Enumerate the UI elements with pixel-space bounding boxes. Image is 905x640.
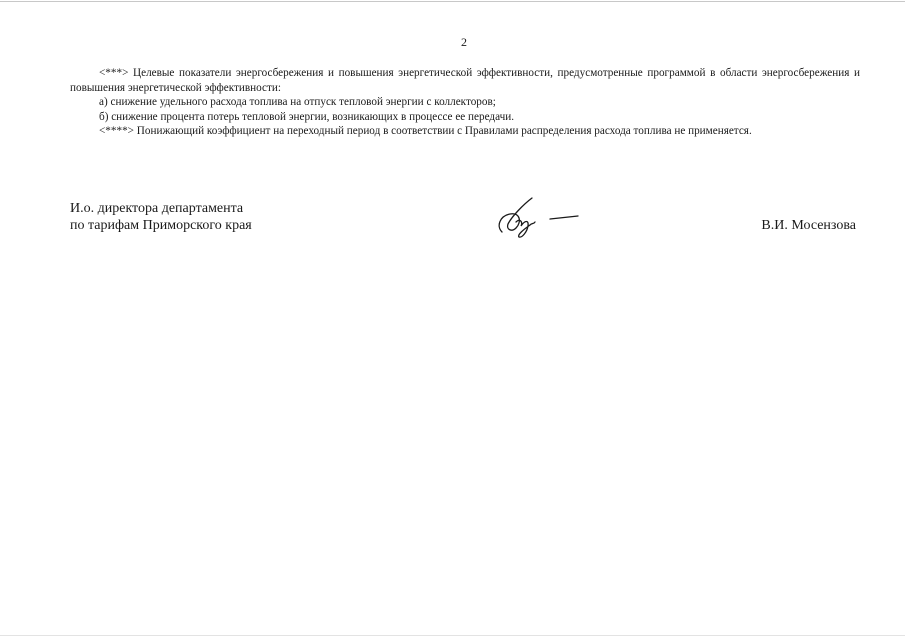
footnote-item-b: б) снижение процента потерь тепловой энергии, возникающих в процессе ее передачи.: [99, 110, 515, 123]
signatory-name: В.И. Мосензова: [761, 218, 856, 233]
page-number: 2: [461, 35, 467, 49]
scan-top-edge: [0, 1, 905, 2]
footnote-coefficient: <****> Понижающий коэффициент на переходный период в соответствии с Правилами распределения расхода топлива не применяется.: [99, 125, 752, 137]
scan-bottom-edge: [0, 635, 905, 636]
footnote-targets: <***> Целевые показатели энергосбережения и повышения энергетической эффективности, предусмотренные программой в области энергосбережения и повышения энергетической эффективности:: [70, 67, 860, 94]
footnotes-block: [70, 66, 860, 139]
signatory-title-line2: по тарифам Приморского края: [70, 218, 252, 233]
footnote-item-a: а) снижение удельного расхода топлива на отпуск тепловой энергии с коллекторов;: [99, 96, 496, 108]
signature-icon: [492, 192, 588, 240]
signatory-title-line1: И.о. директора департамента: [70, 201, 244, 216]
signatory-title: [70, 200, 252, 234]
